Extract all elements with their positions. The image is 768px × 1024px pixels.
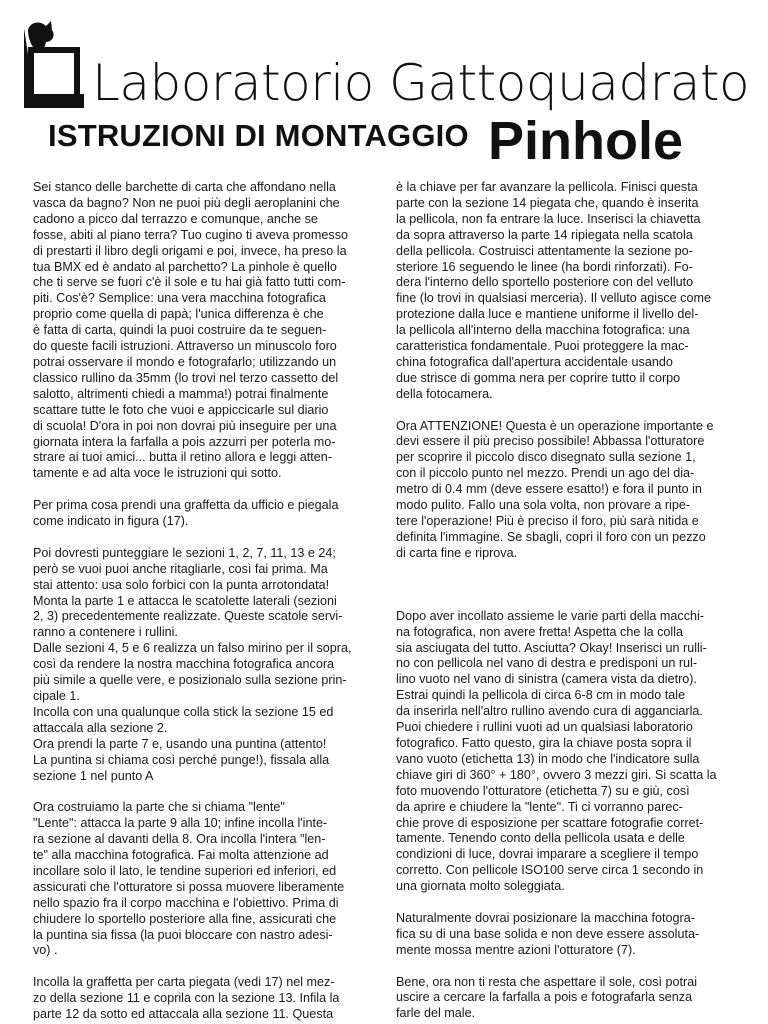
left-column [33,180,383,1023]
cat-square-logo-icon [18,18,92,110]
paragraph: Poi dovresti punteggiare le sezioni 1, 2, 7, 11, 13 e 24; però se vuoi puoi anche ritagliarle, così fai prima. Ma stai attento: usa solo forbici con la punta arrotondata! Monta la parte 1 e attacca le scatolette laterali (sezioni 2, 3) precedentemente realizzate. Queste scatole servi- ranno a contenere i rullini. Dalle sezioni 4, 5 e 6 realizza un falso mirino per il sopra, così da rendere la nostra macchina fotografica ancora più simile a quelle vere, e posizionalo sulla sezione prin- cipale 1. Incolla con una qualunque colla stick la sezione 15 ed attaccala alla sezione 2. Ora prendi la parte 7 e, usando una puntina (attento! La puntina si chiama così perché punge!), fissala alla sezione 1 nel punto A [33,545,352,783]
right-column [396,180,741,1022]
paragraph: è la chiave per far avanzare la pellicola. Finisci questa parte con la sezione 14 piegata che, quando è inserita la pellicola, non fa entrare la luce. Inserisci la chiavetta da sopra attraverso la parte 14 ripiegata nella scatola della pellicola. Costruisci attentamente la sezione po- steriore 16 seguendo le linee (ha bordi rinforzati). Fo- dera l'interno dello sportello posteriore con del velluto fine (lo trovi in qualsiasi merceria). Il velluto agisce come protezione dalla luce e mantiene uniforme il livello del- la pellicola all'interno della macchina fotografica: una caratteristica fondamentale. Puoi proteggere la mac- china fotografica dall'apertura accidentale usando due strisce di gomma nera per coprire tutto il corpo della fotocamera. [396,180,711,401]
paragraph: Bene, ora non ti resta che aspettare il sole, così potrai uscire a cercare la farfalla a pois e fotografarla senza farle del male. [396,974,698,1021]
paragraph: Naturalmente dovrai posizionare la macchina fotogra- fica su di una base solida e non deve essere assoluta- mente mossa mentre azioni l'otturatore (7). [396,910,700,957]
product-title: Pinhole [488,111,684,171]
paragraph: Incolla la graffetta per carta piegata (vedi 17) nel mez- zo della sezione 11 e coprila con la sezione 13. Infila la parte 12 da sotto ed attaccala alla sezione 11. Questa [33,975,340,1022]
paragraph: Per prima cosa prendi una graffetta da ufficio e piegala come indicato in figura (17). [33,498,339,529]
paragraph: Dopo aver incollato assieme le varie parti della macchi- na fotografica, non avere fretta! Aspetta che la colla sia asciugata del tutto. Asciutta? Okay! Inserisci un rulli- no con pellicola nel vano di destra e predisponi un rul- lino vuoto nel vano di sinistra (camera vista da dietro). Estrai quindi la pellicola di circa 6-8 cm in modo tale da inserirla nell'altro rullino avendo cura di agganciarla. Puoi chiedere i rullini vuoti ad un qualsiasi laboratorio fotografico. Fatto questo, gira la chiave posta sopra il vano vuoto (etichetta 13) in modo che l'indicatore sulla chiave giri di 360° + 180°, ovvero 3 mezzi giri. Si scatta la foto muovendo l'otturatore (etichetta 7) su e giù, così da aprire e chiudere la "lente". Ti ci vorranno parec- chie prove di esposizione per scattare fotografie corret- tamente. Tenendo conto della pellicola usata e delle condizioni di luce, dovrai imparare a scegliere il tempo corretto. Con pellicole ISO100 serve circa 1 secondo in una giornata molto soleggiata. [396,608,717,894]
page-subtitle: ISTRUZIONI DI MONTAGGIO [48,118,469,153]
paragraph: Ora costruiamo la parte che si chiama "lente" "Lente": attacca la parte 9 alla 10; infine incolla l'inte- ra sezione al davanti della 8. Ora incolla l'intera "len- te" alla macchina fotografica. Fai molta attenzione ad incollare solo il lato, le tendine superiori ed inferiori, ed assicurati che l'otturatore si possa muovere liberamente nello spazio fra il corpo macchina e l'obiettivo. Prima di chiudere lo sportello posteriore alla fine, assicurati che la puntina sia fissa (la puoi bloccare con nastro adesi- vo) . [33,800,345,958]
paragraph: Ora ATTENZIONE! Questa è un operazione importante e devi essere il più preciso possibile! Abbassa l'otturatore per scoprire il piccolo disco disegnato sulla sezione 1, con il piccolo punto nel mezzo. Prendi un ago del dia- metro di 0.4 mm (deve essere esatto!) e fora il punto in modo pulito. Fallo una sola volta, non provare a ripe- tere l'operazione! Più è preciso il foro, più sarà nitida e definita l'immagine. Se sbagli, copri il foro con un pezzo di carta fine e riprova. [396,418,714,560]
brand-title: Laboratorio Gattoquadrato [92,54,750,112]
paragraph: Sei stanco delle barchette di carta che affondano nella vasca da bagno? Non ne puoi più degli aeroplanini che cadono a picco dal terrazzo e comunque, anche se fosse, abiti al piano terra? Tuo cugino ti aveva promesso di prestarti il libro degli origami e poi, invece, ha preso la tua BMX ed è andato al parchetto? La pinhole è quello che ti serve se fuori c'è il sole e tu hai già fatto tutti com- piti. Cos'è? Semplice: una vera macchina fotografica proprio come quella di papà; l'unica differenza è che è fatta di carta, quindi la puoi costruire da te seguen- do queste facili istruzioni. Attraverso un minuscolo foro potrai osservare il mondo e fotografarlo; utilizzando un classico rullino da 35mm (lo trovi nel terzo cassetto del salotto, altrimenti chiedi a mamma!) potrai finalmente scattare tutte le foto che vuoi e appiccicarle sul diario di scuola! D'ora in poi non dovrai più inseguire per una giornata intera la farfalla a pois azzurri per poterla mo- strare ai tuoi amici... butta il retino allora e leggi atten- tamente e ad alta voce le istruzioni qui sotto. [33,180,349,481]
